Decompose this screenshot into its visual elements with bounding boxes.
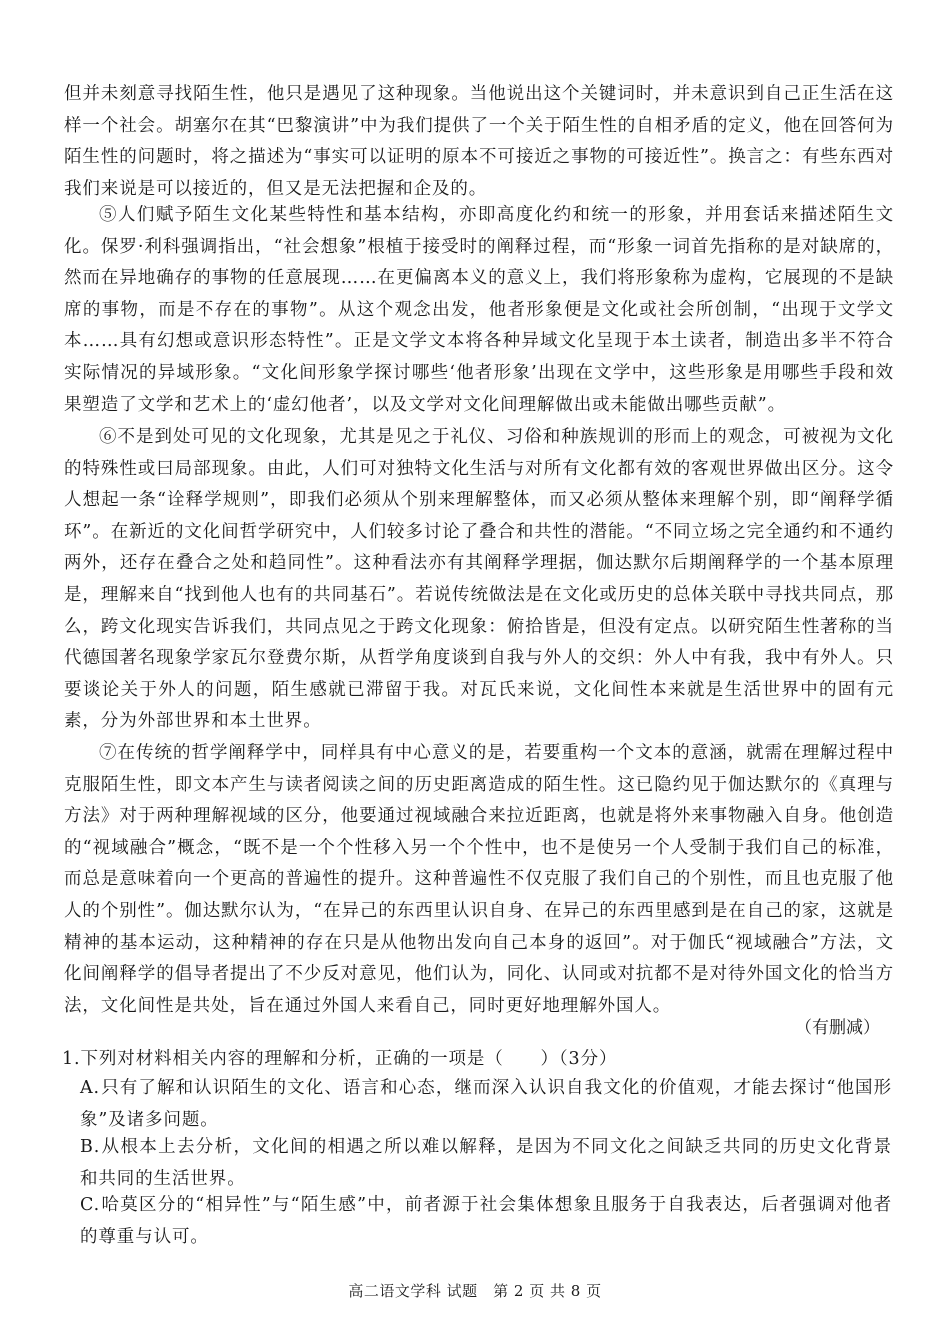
- paragraph-6: ⑥不是到处可见的文化现象，尤其是见之于礼仪、习俗和种族规训的形而上的观念，可被视为文化的特殊性或曰局部现象。由此，人们可对独特文化生活与对所有文化都有效的客观世界做出区分。这令人想起一条“诠释学规则”，即我们必须从个别来理解整体，而又必须从整体来理解个别，即“阐释学循环”。在新近的文化间哲学研究中，人们较多讨论了叠合和共性的潜能。“不同立场之完全通约和不通约两外，还存在叠合之处和趋同性”。这种看法亦有其阐释学理据，伽达默尔后期阐释学的一个基本原理是，理解来自“找到他人也有的共同基石”。若说传统做法是在文化或历史的总体关联中寻找共同点，那么，跨文化现实告诉我们，共同点见之于跨文化现象：俯拾皆是，但没有定点。以研究陌生性著称的当代德国著名现象学家瓦尔登费尔斯，从哲学角度谈到自我与外人的交织：外人中有我，我中有外人。只要谈论关于外人的问题，陌生感就已滞留于我。对瓦氏来说，文化间性本来就是生活世界中的固有元素，分为外部世界和本土世界。: [64, 427, 894, 732]
- page-footer: 高二语文学科 试题 第 2 页 共 8 页: [348, 1282, 602, 1300]
- question-1-option-b: [80, 1132, 892, 1195]
- paragraph-continued: 但并未刻意寻找陌生性，他只是遇见了这种现象。当他说出这个关键词时，并未意识到自己正生活在这样一个社会。胡塞尔在其“巴黎演讲”中为我们提供了一个关于陌生性的自相矛盾的定义，他在回答何为陌生性的问题时，将之描述为“事实可以证明的原本不可接近之事物的可接近性”。换言之：有些东西对我们来说是可以接近的，但又是无法把握和企及的。: [64, 84, 894, 199]
- option-key: A.: [80, 1078, 101, 1098]
- question-1-option-c: [80, 1190, 892, 1253]
- option-text: 只有了解和认识陌生的文化、语言和心态，继而深入认识自我文化的价值观，才能去探讨“他国形象”及诸多问题。: [80, 1078, 892, 1130]
- question-1-option-a: [80, 1073, 892, 1136]
- option-text: 从根本上去分析，文化间的相遇之所以难以解释，是因为不同文化之间缺乏共同的历史文化背景和共同的生活世界。: [80, 1137, 892, 1189]
- question-1-stem: 1.下列对材料相关内容的理解和分析，正确的一项是（ ）（3分）: [62, 1049, 618, 1069]
- source-note: （有删减）: [795, 1018, 880, 1038]
- paragraph-7: ⑦在传统的哲学阐释学中，同样具有中心意义的是，若要重构一个文本的意涵，就需在理解过程中克服陌生性，即文本产生与读者阅读之间的历史距离造成的陌生性。这已隐约见于伽达默尔的《真理与方法》对于两种理解视域的区分，他要通过视域融合来拉近距离，也就是将外来事物融入自身。他创造的“视域融合”概念，“既不是一个个性移入另一个个性中，也不是使另一个人受制于我们自己的标准，而总是意味着向一个更高的普遍性的提升。这种普遍性不仅克服了我们自己的个别性，而且也克服了他人的个别性”。伽达默尔认为，“在异己的东西里认识自身、在异己的东西里感到是在自己的家，这就是精神的基本运动，这种精神的存在只是从他物出发向自己本身的返回”。对于伽氏“视域融合”方法，文化间阐释学的倡导者提出了不少反对意见，他们认为，同化、认同或对抗都不是对待外国文化的恰当方法，文化间性是共处，旨在通过外国人来看自己，同时更好地理解外国人。: [64, 743, 894, 1016]
- option-key: C.: [80, 1195, 101, 1215]
- option-text: 哈莫区分的“相异性”与“陌生感”中，前者源于社会集体想象且服务于自我表达，后者强调对他者的尊重与认可。: [80, 1195, 892, 1247]
- option-key: B.: [80, 1137, 101, 1157]
- paragraph-5: ⑤人们赋予陌生文化某些特性和基本结构，亦即高度化约和统一的形象，并用套话来描述陌生文化。保罗·利科强调指出，“社会想象”根植于接受时的阐释过程，而“形象一词首先指称的是对缺席的，然而在异地确存的事物的任意展现……在更偏离本义的意义上，我们将形象称为虚构，它展现的不是缺席的事物，而是不存在的事物”。从这个观念出发，他者形象便是文化或社会所创制，“出现于文学文本……具有幻想或意识形态特性”。正是文学文本将各种异域文化呈现于本土读者，制造出多半不符合实际情况的异域形象。“文化间形象学探讨哪些‘他者形象’出现在文学中，这些形象是用哪些手段和效果塑造了文学和艺术上的‘虚幻他者’，以及文学对文化间理解做出或未能做出哪些贡献”。: [64, 205, 894, 415]
